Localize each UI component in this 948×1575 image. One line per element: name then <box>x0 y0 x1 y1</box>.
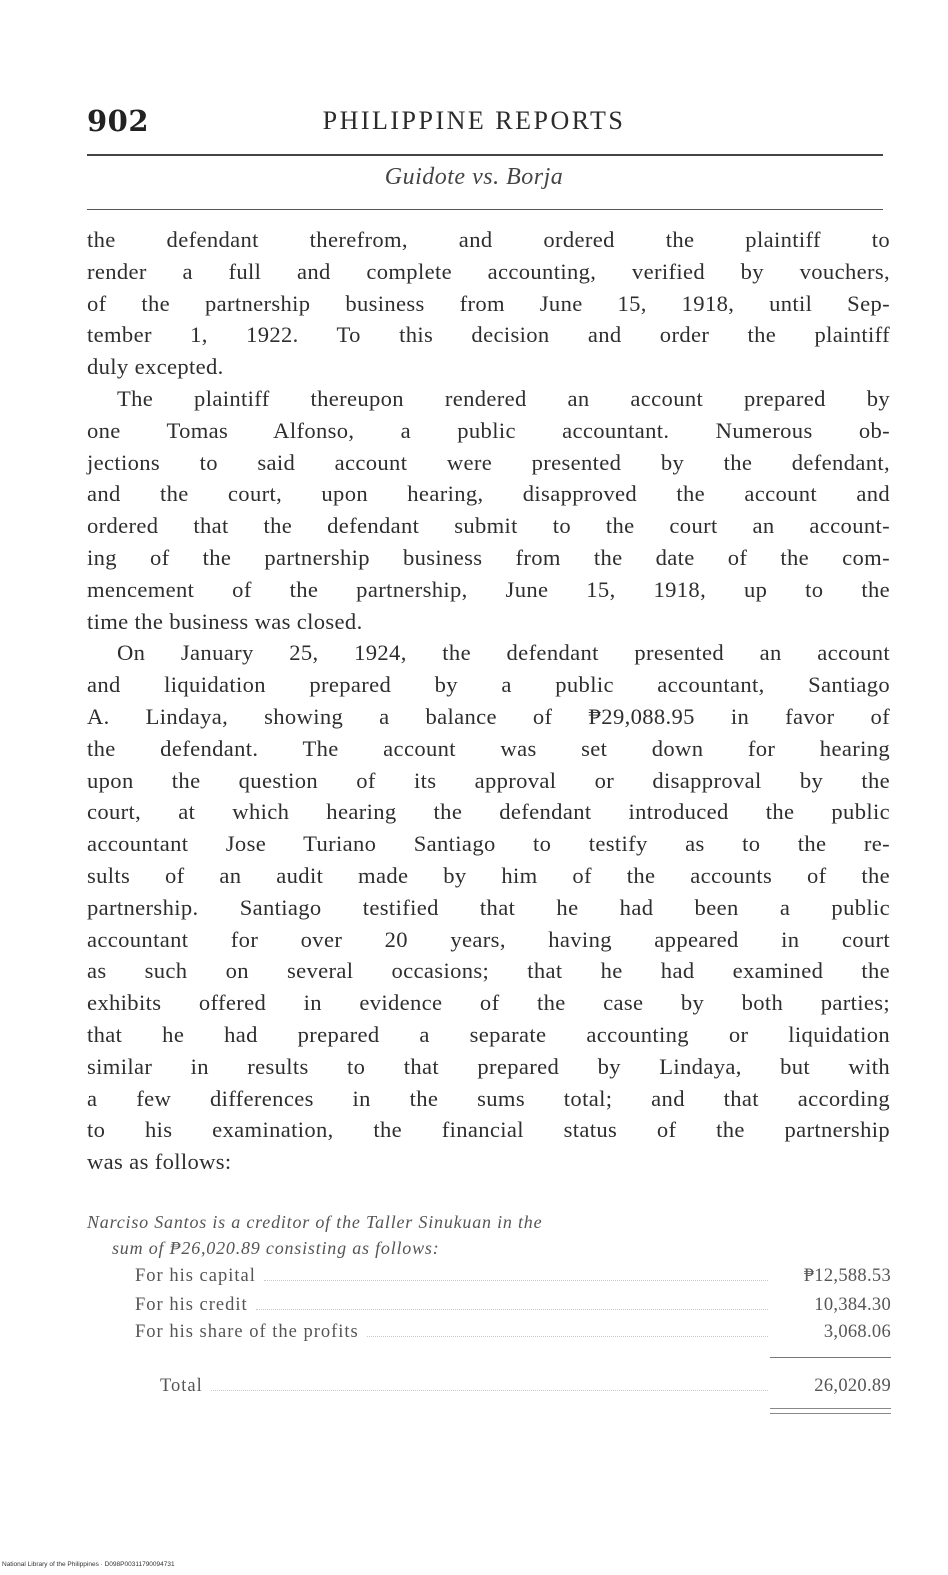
statement-row <box>135 1266 891 1292</box>
text-line: mencement of the partnership, June 15, 1918, up to the <box>87 576 890 602</box>
statement-line-1: Narciso Santos is a creditor of the Taller Sinukuan in the <box>87 1212 543 1232</box>
body-text <box>87 224 890 1178</box>
scan-credit: National Library of the Philippines · D098P00311790094731 <box>2 1561 175 1568</box>
text-line: upon the question of its approval or disapproval by the <box>87 767 890 793</box>
text-line: partnership. Santiago testified that he had been a public <box>87 894 890 920</box>
case-title: Guidote vs. Borja <box>384 164 564 190</box>
paragraph-2 <box>87 383 890 637</box>
dot-leader <box>367 1322 768 1337</box>
text-line: that he had prepared a separate accounting or liquidation <box>87 1021 890 1047</box>
dot-leader <box>211 1376 768 1391</box>
text-line: duly excepted. <box>87 354 224 380</box>
text-line: court, at which hearing the defendant introduced the public <box>87 799 890 825</box>
header-rule <box>87 154 883 156</box>
text-line: one Tomas Alfonso, a public accountant. Numerous ob- <box>87 417 890 443</box>
page-number: 902 <box>87 104 150 138</box>
financial-statement-intro <box>87 1209 890 1261</box>
text-line: time the business was closed. <box>87 608 363 634</box>
text-line: similar in results to that prepared by Lindaya, but with <box>87 1053 890 1079</box>
text-line: as such on several occasions; that he had examined the <box>87 958 890 984</box>
text-line: sults of an audit made by him of the accounts of the <box>87 862 890 888</box>
total-double-rule <box>770 1408 891 1414</box>
text-line: the defendant. The account was set down for hearing <box>87 735 890 761</box>
text-line: accountant Jose Turiano Santiago to testify as to the re- <box>87 831 890 857</box>
text-line: render a full and complete accounting, verified by vouchers, <box>87 258 890 284</box>
text-line: On January 25, 1924, the defendant presented an account <box>117 640 890 666</box>
text-line: A. Lindaya, showing a balance of ₱29,088.95 in favor of <box>87 703 890 729</box>
running-title: PHILIPPINE REPORTS <box>322 106 626 135</box>
text-line: tember 1, 1922. To this decision and order the plaintiff <box>87 322 890 348</box>
text-line: exhibits offered in evidence of the case by both parties; <box>87 990 890 1016</box>
text-line: to his examination, the financial status of the partnership <box>87 1117 890 1143</box>
statement-line-2: sum of ₱26,020.89 consisting as follows: <box>112 1238 440 1258</box>
statement-total-row <box>160 1376 891 1402</box>
row-amount: 3,068.06 <box>823 1322 891 1342</box>
case-title-rule <box>87 209 883 210</box>
text-line: accountant for over 20 years, having appeared in court <box>87 926 890 952</box>
text-line: was as follows: <box>87 1149 232 1175</box>
statement-row <box>135 1295 891 1321</box>
row-label: For his share of the profits <box>135 1322 359 1342</box>
paragraph-3 <box>87 637 890 1178</box>
row-label: For his credit <box>135 1295 248 1315</box>
sum-rule <box>770 1357 891 1358</box>
dot-leader <box>256 1295 768 1310</box>
dot-leader <box>264 1266 768 1281</box>
text-line: the defendant therefrom, and ordered the plaintiff to <box>87 227 890 252</box>
paragraph-1 <box>87 224 890 383</box>
row-amount: 10,384.30 <box>814 1295 891 1315</box>
text-line: ing of the partnership business from the date of the com- <box>87 544 890 570</box>
text-line: jections to said account were presented by the defendant, <box>87 449 890 475</box>
total-label: Total <box>160 1376 203 1396</box>
text-line: of the partnership business from June 15, 1918, until Sep- <box>87 290 890 316</box>
text-line: ordered that the defendant submit to the court an account- <box>87 513 890 539</box>
row-amount: ₱12,588.53 <box>803 1266 891 1286</box>
total-amount: 26,020.89 <box>814 1376 891 1396</box>
row-label: For his capital <box>135 1266 256 1286</box>
text-line: a few differences in the sums total; and that according <box>87 1085 890 1111</box>
text-line: The plaintiff thereupon rendered an account prepared by <box>117 385 890 411</box>
text-line: and the court, upon hearing, disapproved the account and <box>87 481 890 507</box>
text-line: and liquidation prepared by a public accountant, Santiago <box>87 672 890 698</box>
statement-row <box>135 1322 891 1348</box>
